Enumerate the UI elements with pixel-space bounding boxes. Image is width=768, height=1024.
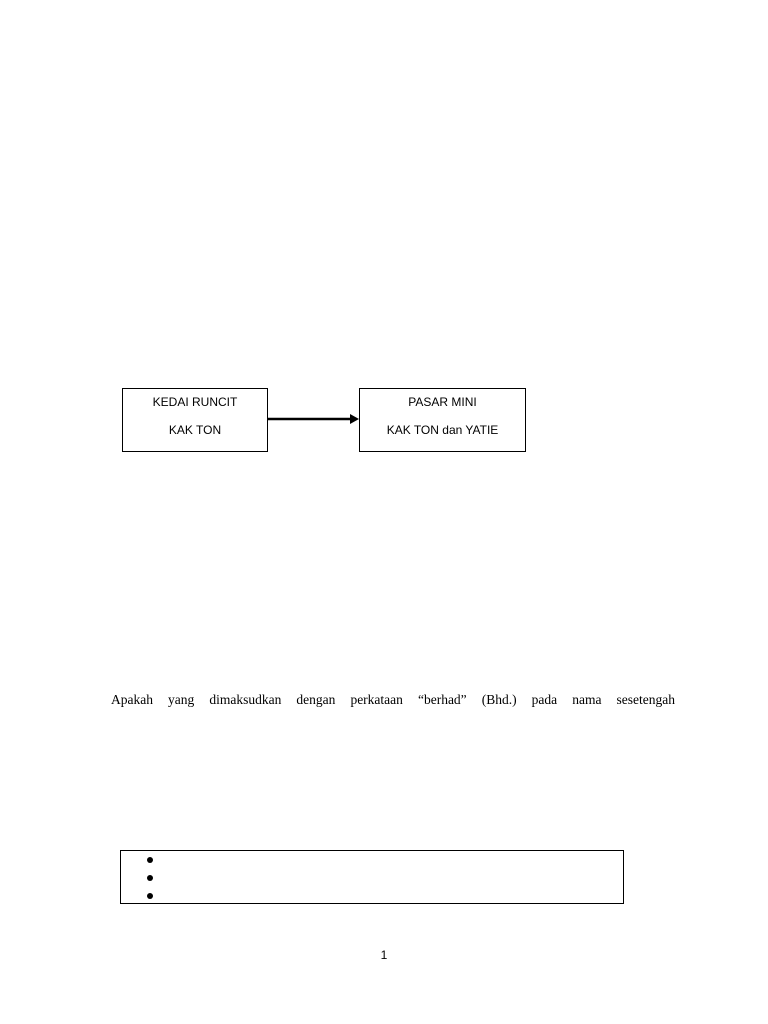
- bullet-answer-box: [120, 850, 624, 904]
- bullet-icon: [147, 857, 153, 863]
- arrow-right-icon: [268, 411, 360, 427]
- bullet-item: [147, 869, 163, 886]
- bullet-icon: [147, 875, 153, 881]
- bullet-item: [147, 851, 163, 868]
- right-box-line2: KAK TON dan YATIE: [386, 423, 499, 437]
- bullet-item: [147, 887, 163, 904]
- bullet-icon: [147, 893, 153, 899]
- page-number: 1: [380, 948, 388, 962]
- left-box-line2: KAK TON: [168, 423, 222, 437]
- left-box-kedai-runcit: [122, 388, 268, 452]
- right-box-line1: PASAR MINI: [408, 395, 477, 409]
- left-box-line1: KEDAI RUNCIT: [152, 395, 238, 409]
- right-box-pasar-mini: [359, 388, 526, 452]
- question-text: Apakah yang dimaksudkan dengan perkataan “berhad” (Bhd.) pada nama sesetengah: [111, 692, 675, 707]
